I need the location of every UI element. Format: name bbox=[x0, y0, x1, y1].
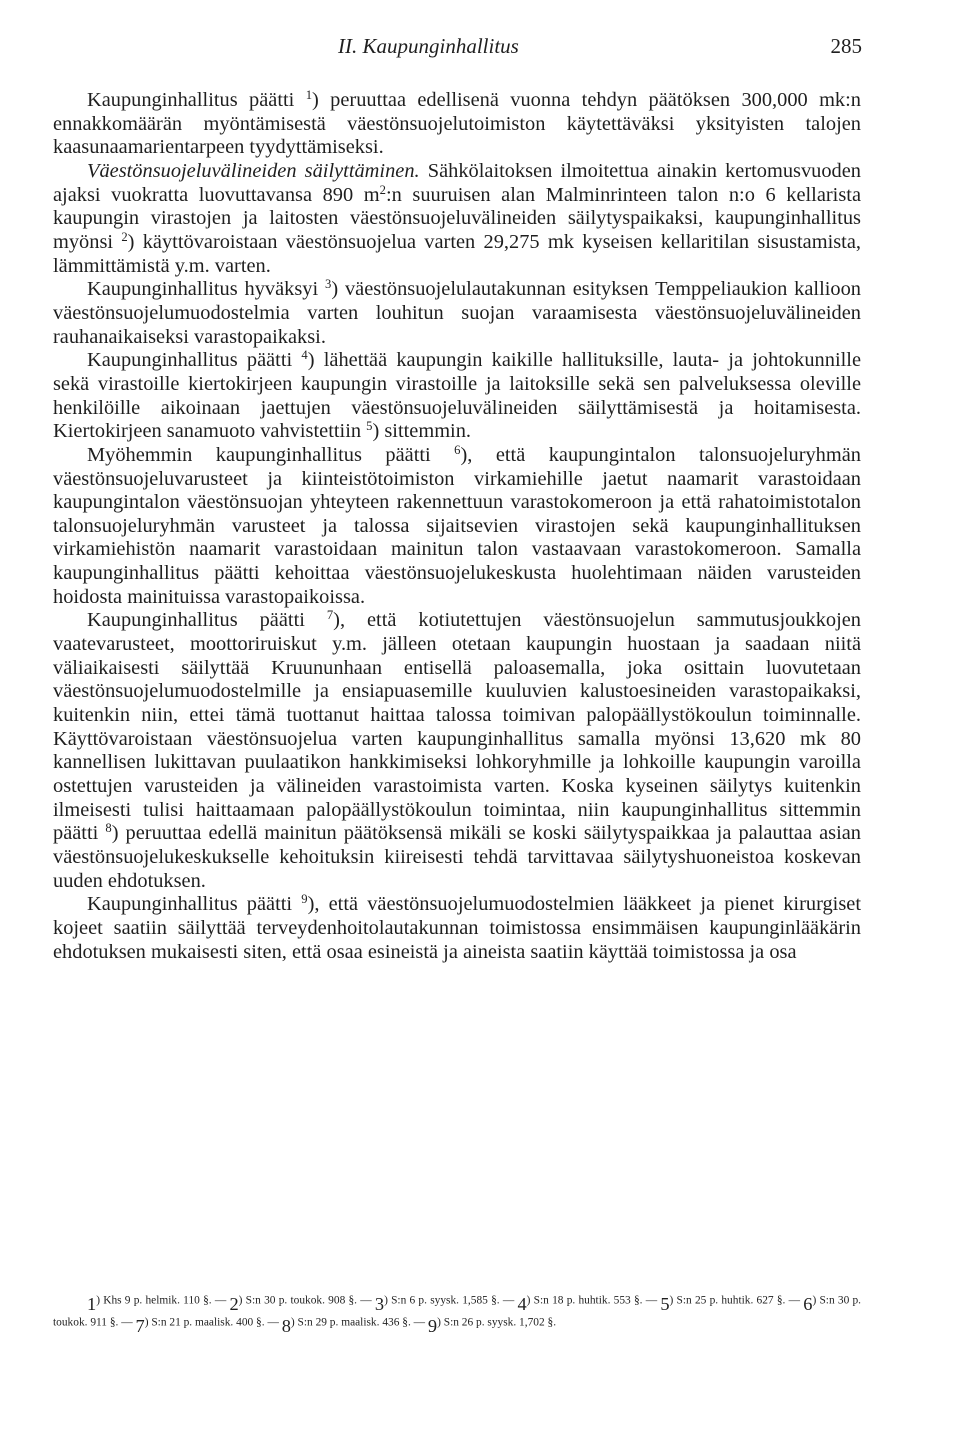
paragraph bbox=[53, 609, 861, 893]
footnote-ref: ) S:n 25 p. huhtik. 627 §. — bbox=[669, 1294, 804, 1307]
text-run: Kaupunginhallitus päätti bbox=[87, 609, 327, 632]
section-title: II. Kaupunginhallitus bbox=[338, 34, 519, 58]
text-run: Myöhemmin kaupunginhallitus päätti bbox=[87, 443, 455, 466]
paragraph bbox=[53, 444, 861, 610]
footnote-ref: 4 bbox=[301, 348, 308, 363]
paragraph bbox=[53, 160, 861, 278]
text-run: ) lähettää kaupungin kaikille hallituksille, lauta- ja johtokunnille sekä virastoille kiertokirjeen kaupungin virastoille ja laitoksille sekä sen palveluksessa oleville henkilöille aikoinaan jaettujen väestönsuojeluvälineiden säilyttämisestä ja hoitamisesta. Kiertokirjeen sanamuoto vahvistettiin bbox=[53, 349, 861, 443]
text-run: 2 bbox=[229, 1294, 239, 1314]
text-run: 6 bbox=[803, 1294, 813, 1314]
footnote-ref: 2 bbox=[121, 229, 128, 244]
footnote-ref: 6 bbox=[454, 442, 461, 457]
text-run: 7 bbox=[135, 1316, 145, 1337]
footnote-ref: ) S:n 21 p. maalisk. 400 §. — bbox=[144, 1317, 282, 1330]
text-run: 1 bbox=[87, 1294, 97, 1314]
section-heading-inline: Väestönsuojeluvälineiden säilyttäminen. bbox=[87, 159, 420, 182]
footnote-ref: 9 bbox=[301, 892, 308, 907]
text-run: ) väestönsuojelulautakunnan esityksen Temppeliaukion kallioon väestönsuojelumuodostelmia varten louhitun suojan varaamisesta väestönsuojeluvälineiden rauhanaikaiseksi varastopaikaksi. bbox=[53, 278, 861, 348]
footnote-ref: 3 bbox=[325, 277, 332, 292]
paragraph bbox=[53, 278, 861, 349]
text-run: Kaupunginhallitus hyväksyi bbox=[87, 278, 326, 301]
text-run: Sähkölaitoksen ilmoitettua ainakin kertomusvuoden ajaksi vuokratta luovuttavansa 890 m bbox=[53, 159, 861, 206]
text-run: ) peruuttaa edellisenä vuonna tehdyn päätöksen 300,000 mk:n ennakkomäärän myöntämisestä väestönsuojelutoimiston käytettäväksi yksityisten talojen kaasunaamarientarpeen tyydyttämiseksi. bbox=[53, 89, 861, 159]
text-run: ) sittemmin. bbox=[372, 420, 472, 443]
footnote-ref: 8 bbox=[105, 821, 112, 836]
footnote-ref: ) S:n 29 p. maalisk. 436 §. — bbox=[290, 1317, 428, 1330]
text-run: 5 bbox=[660, 1294, 670, 1314]
text-run: 3 bbox=[374, 1294, 385, 1314]
text-run: Kaupunginhallitus päätti bbox=[87, 89, 306, 111]
text-run: Kaupunginhallitus päätti bbox=[87, 893, 302, 916]
footnote-ref: ) Khs 9 p. helmik. 110 §. — bbox=[96, 1294, 230, 1307]
footnote-ref: ) S:n 30 p. toukok. 911 §. — bbox=[53, 1294, 862, 1330]
footnote-ref: 7 bbox=[326, 608, 334, 623]
footnote-ref: 5 bbox=[366, 419, 373, 434]
paragraph bbox=[53, 89, 861, 160]
text-run: ), että kotiutettujen väestönsuojelun sammutusjoukkojen vaatevarusteet, moottoriruiskut y.m. jälleen otetaan kaupungin huostaan ja saadaan niitä väliaikaisesti säilyttää Kruununhaan entisellä paloasemalla, joka osittain luovutetaan väestönsuojelumuodostelmille ja ensiapuasemille kuuluvien kalustoesineiden varastopaikaksi, kuitenkin niin, ettei tämä tuottanut haittaa talossa toimivan palopäällystökoulun toiminnalle. Käyttövaroistaan väestönsuojelua varten kaupunginhallitus samalla myönsi 13,620 mk 80 kannellisen lukittavan puulaatikon hankkimiseksi lohkoryhmille ja lohkoille kaupungin varoilla ostettujen varusteiden ja välineiden varastoimista varten. Koska kyseinen säilytys kuitenkin ilmeisesti tulisi haittaamaan palopäällystökoulun toimintaa, niin kaupunginhallitus sittemmin päätti bbox=[53, 609, 862, 845]
paragraph bbox=[53, 893, 861, 964]
text-run: Kaupunginhallitus päätti bbox=[87, 349, 302, 372]
text-run: ), että väestönsuojelumuodostelmien lääkkeet ja pienet kirurgiset kojeet saatiin säilyttää terveydenhoitolautakunnan toimistossa ensimmäisen kaupunginlääkärin ehdotuksen mukaisesti siten, että osaa esineistä ja aineista saatiin käyttää toimistossa ja osa bbox=[53, 893, 862, 963]
text-run: ), että kaupungintalon talonsuojeluryhmän väestönsuojeluvarusteet ja kiinteistötoimiston virkamiehille jaetut naamarit varastoidaan kaupungintalon väestönsuojan yhteyteen rakennettuun varastokomeroon ja että rahatoimistotalon talonsuojeluryhmän varusteet ja talossa sijaitsevien virastojen sekä kaupunginhallituksen virkamiehistön naamarit varastoidaan mainitun talon vastaavaan varastokomeroon. Samalla kaupunginhallitus päätti kehoittaa väestönsuojelukeskusta huolehtimaan näiden varusteiden hoidosta mainituissa varastopaikoissa. bbox=[53, 443, 861, 608]
footnote-text bbox=[53, 1293, 861, 1338]
text-run: ) peruuttaa edellä mainitun päätöksensä mikäli se koski säilytyspaikkaa ja palauttaa asian väestönsuojelukeskukselle kehoituksin kiireisesti tehdä tarvittavaa säilytyshuoneistoa koskevan uuden ehdotuksen. bbox=[53, 822, 862, 892]
footnote-ref: ) S:n 26 p. syysk. 1,702 §. bbox=[437, 1317, 557, 1330]
footnote-ref: ) S:n 30 p. toukok. 908 §. — bbox=[238, 1294, 375, 1307]
page-number: 285 bbox=[830, 34, 862, 58]
footnote-ref: ) S:n 6 p. syysk. 1,585 §. — bbox=[384, 1294, 518, 1307]
running-header bbox=[338, 32, 862, 60]
footnote-ref: ) S:n 18 p. huhtik. 553 §. — bbox=[526, 1294, 661, 1307]
text-run: 9 bbox=[427, 1316, 438, 1337]
text-run: 8 bbox=[281, 1316, 291, 1337]
text-run: :n suuruisen alan Malminrinteen talon n:o 6 kellarista kaupungin virastojen ja laitosten väestönsuojeluvälineiden säilytyspaikaksi, kaupunginhallitus myönsi bbox=[53, 183, 861, 253]
text-run: ) käyttövaroistaan väestönsuojelua varten 29,275 mk kyseisen kellaritilan sisustamista, lämmittämistä y.m. varten. bbox=[53, 230, 861, 277]
footnotes bbox=[53, 1293, 861, 1338]
paragraph bbox=[53, 349, 861, 444]
footnote-ref: 2 bbox=[379, 182, 386, 197]
body-text bbox=[53, 89, 861, 964]
footnote-ref: 1 bbox=[305, 88, 312, 103]
text-run: 4 bbox=[517, 1294, 527, 1314]
